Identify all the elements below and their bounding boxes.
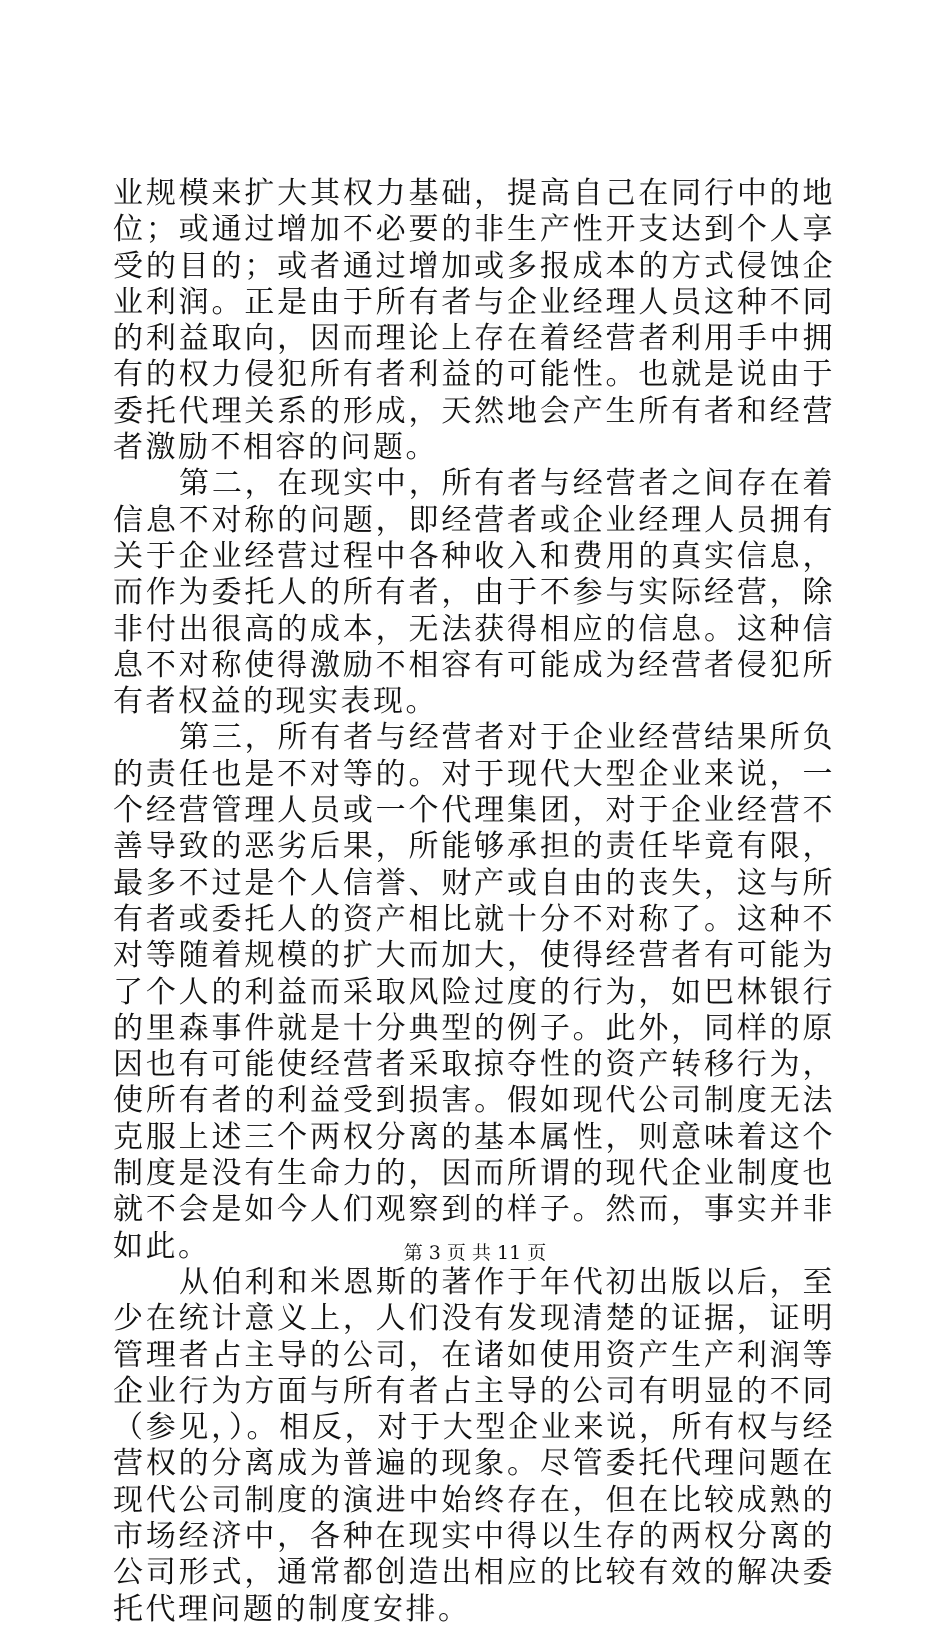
paragraph-second-point: 第二，在现实中，所有者与经营者之间存在着信息不对称的问题，即经营者或企业经理人员拥有关于企业经营过程中各种收入和费用的真实信息，而作为委托人的所有者，由于不参与实际经营，除非付出很高的成本，无法获得相应的信息。这种信息不对称使得激励不相容有可能成为经营者侵犯所有者权益的现实表现。: [113, 466, 835, 720]
paragraph-third-point: 第三，所有者与经营者对于企业经营结果所负的责任也是不对等的。对于现代大型企业来说，一个经营管理人员或一个代理集团，对于企业经营不善导致的恶劣后果，所能够承担的责任毕竟有限，最多不过是个人信誉、财产或自由的丧失，这与所有者或委托人的资产相比就十分不对称了。这种不对等随着规模的扩大而加大，使得经营者有可能为了个人的利益而采取风险过度的行为，如巴林银行的里森事件就是十分典型的例子。此外，同样的原因也有可能使经营者采取掠夺性的资产转移行为，使所有者的利益受到损害。假如现代公司制度无法克服上述三个两权分离的基本属性，则意味着这个制度是没有生命力的，因而所谓的现代企业制度也就不会是如今人们观察到的样子。然而，事实并非如此。: [113, 720, 835, 1264]
page-number-footer: 第 3 页 共 11 页: [403, 1242, 547, 1264]
paragraph-berle-means: 从伯利和米恩斯的著作于年代初出版以后，至少在统计意义上，人们没有发现清楚的证据，证明管理者占主导的公司，在诸如使用资产生产利润等企业行为方面与所有者占主导的公司有明显的不同（参见，）。相反，对于大型企业来说，所有权与经营权的分离成为普遍的现象。尽管委托代理问题在现代公司制度的演进中始终存在，但在比较成熟的市场经济中，各种在现实中得以生存的两权分离的公司形式，通常都创造出相应的比较有效的解决委托代理问题的制度安排。: [113, 1264, 835, 1627]
document-body: [113, 176, 835, 1628]
paragraph-continuation: 业规模来扩大其权力基础，提高自己在同行中的地位；或通过增加不必要的非生产性开支达到个人享受的目的；或者通过增加或多报成本的方式侵蚀企业利润。正是由于所有者与企业经理人员这种不同的利益取向，因而理论上存在着经营者利用手中拥有的权力侵犯所有者利益的可能性。也就是说由于委托代理关系的形成，天然地会产生所有者和经营者激励不相容的问题。: [113, 176, 835, 466]
